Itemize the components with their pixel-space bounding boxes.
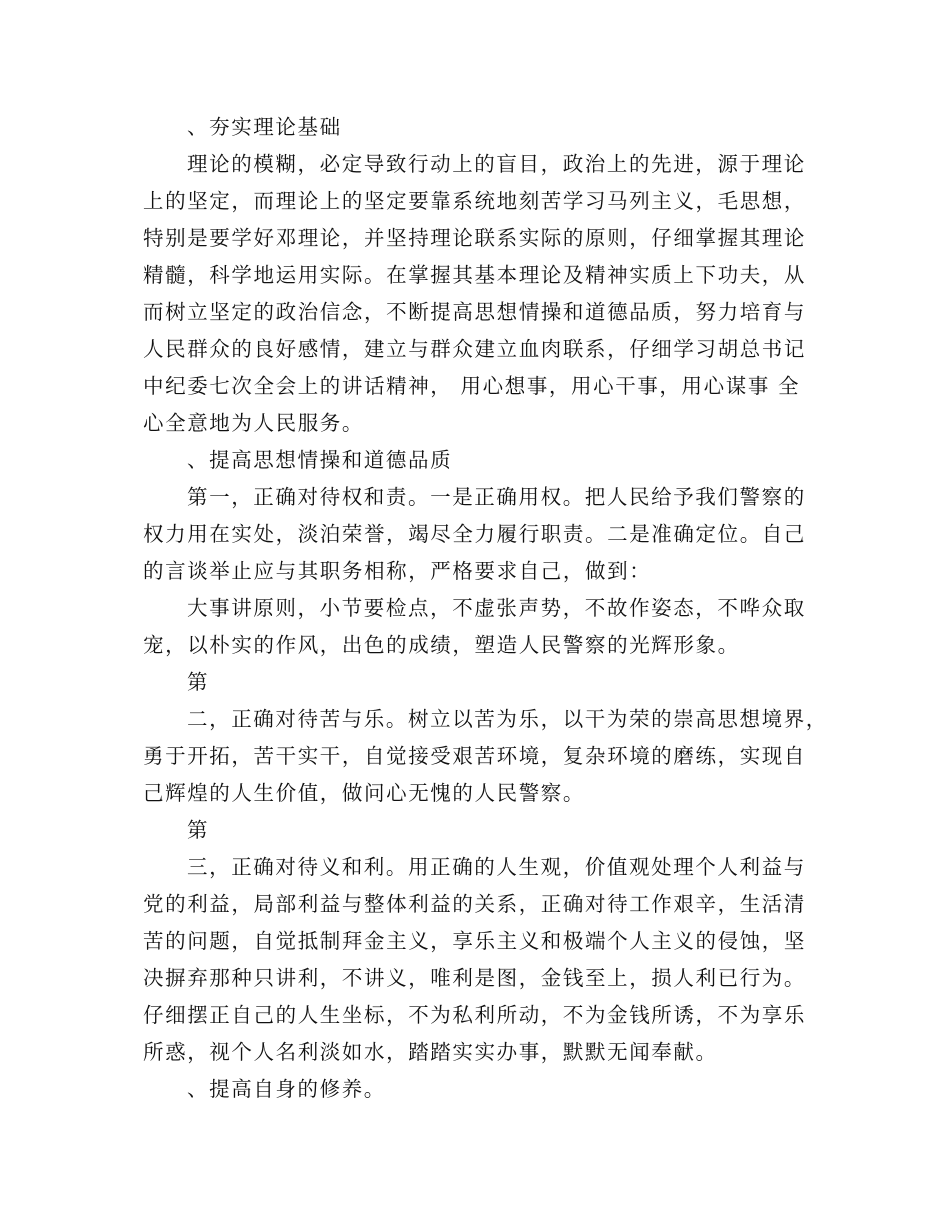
paragraph-line: 权力用在实处，淡泊荣誉，竭尽全力履行职责。二是准确定位。自己 — [143, 522, 806, 546]
paragraph-line: 中纪委七次全会上的讲话精神， 用心想事，用心干事，用心谋事 全 — [143, 374, 801, 398]
paragraph-line: 勇于开拓，苦干实干，自觉接受艰苦环境，复杂环境的磨练，实现自 — [143, 744, 806, 768]
paragraph-line: 心全意地为人民服务。 — [143, 411, 364, 435]
paragraph-line: 特别是要学好邓理论，并坚持理论联系实际的原则，仔细掌握其理论 — [143, 226, 806, 250]
section-heading-theory: 、夯实理论基础 — [187, 115, 342, 139]
paragraph-line: 三，正确对待义和利。用正确的人生观，价值观处理个人利益与 — [187, 855, 806, 879]
section-heading-morality: 、提高思想情操和道德品质 — [187, 448, 453, 472]
paragraph-line: 决摒弃那种只讲利，不讲义，唯利是图，金钱至上，损人利已行为。 — [143, 966, 806, 990]
paragraph-line: 所惑，视个人名利淡如水，踏踏实实办事，默默无闻奉献。 — [143, 1040, 718, 1064]
paragraph-line: 人民群众的良好感情，建立与群众建立血肉联系，仔细学习胡总书记 — [143, 337, 806, 361]
paragraph-line: 苦的问题，自觉抵制拜金主义，享乐主义和极端个人主义的侵蚀，坚 — [143, 929, 806, 953]
paragraph-line: 精髓，科学地运用实际。在掌握其基本理论及精神实质上下功夫，从 — [143, 263, 806, 287]
paragraph-line: 理论的模糊，必定导致行动上的盲目，政治上的先进，源于理论 — [187, 152, 806, 176]
section-heading-cultivation: 、提高自身的修养。 — [187, 1077, 386, 1101]
paragraph-line: 己辉煌的人生价值，做问心无愧的人民警察。 — [143, 781, 585, 805]
paragraph-line: 的言谈举止应与其职务相称，严格要求自己，做到： — [143, 559, 652, 583]
paragraph-line: 仔细摆正自己的人生坐标，不为私利所动，不为金钱所诱，不为享乐 — [143, 1003, 806, 1027]
paragraph-line: 第 — [187, 818, 210, 842]
paragraph-line: 二，正确对待苦与乐。树立以苦为乐，以干为荣的崇高思想境界， — [187, 707, 828, 731]
paragraph-line: 第一，正确对待权和责。一是正确用权。把人民给予我们警察的 — [187, 485, 806, 509]
paragraph-line: 上的坚定，而理论上的坚定要靠系统地刻苦学习马列主义，毛思想， — [143, 189, 806, 213]
paragraph-line: 大事讲原则，小节要检点，不虚张声势，不故作姿态，不哗众取 — [187, 596, 806, 620]
paragraph-line: 党的利益，局部利益与整体利益的关系，正确对待工作艰辛，生活清 — [143, 892, 806, 916]
paragraph-line: 宠，以朴实的作风，出色的成绩，塑造人民警察的光辉形象。 — [143, 633, 740, 657]
paragraph-line: 第 — [187, 670, 210, 694]
paragraph-line: 而树立坚定的政治信念，不断提高思想情操和道德品质，努力培育与 — [143, 300, 806, 324]
